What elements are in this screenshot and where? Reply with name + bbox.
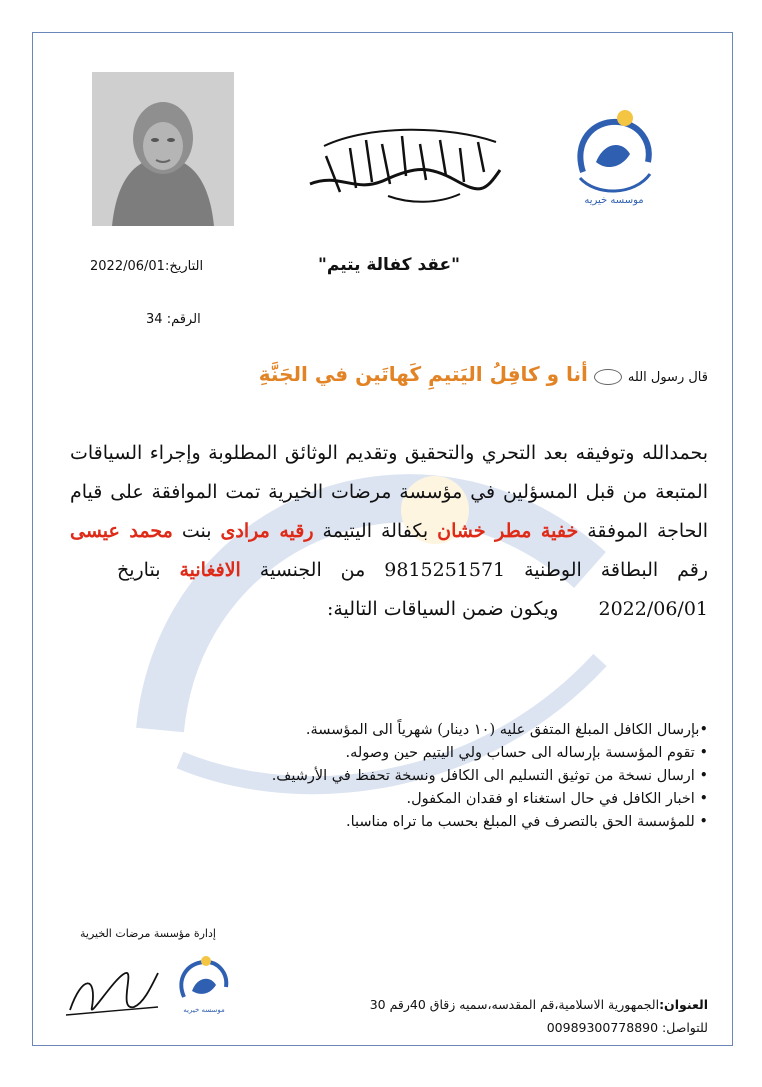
date-value: 2022/06/01 (90, 259, 165, 274)
body-date-label: بتاريخ (116, 559, 161, 581)
foundation-logo (568, 104, 660, 208)
body-id-label: رقم البطاقة الوطنية (524, 559, 709, 581)
address-value: الجمهورية الاسلامية،قم المقدسه،سميه زقاق 40رقم 30 (369, 997, 660, 1012)
condition-item: •بإرسال الكافل المبلغ المتفق عليه (١٠ دينار) شهرياً الى المؤسسة. (305, 722, 708, 738)
date-label: التاريخ: (164, 259, 204, 274)
contact-line (260, 1016, 708, 1039)
nationality: الافغانية (179, 559, 241, 581)
body-date: 2022/06/01 (598, 598, 708, 620)
footer-logo-subtitle: موسسه خيريه (183, 1006, 225, 1014)
condition-item: • للمؤسسة الحق بالتصرف في المبلغ بحسب ما تراه مناسبا. (345, 814, 708, 830)
contract-title: "عقد كفالة يتيم" (318, 255, 461, 275)
address-line (260, 993, 708, 1016)
national-id-number: 9815251571 (384, 559, 506, 581)
footer-address-block (260, 993, 708, 1039)
bismillah-calligraphy (300, 122, 510, 206)
number-value: 34 (146, 312, 163, 327)
hadith-quote: أنا و كافِلُ اليَتيمِ كَهاتَين في الجَنَّةِ (258, 362, 588, 386)
contact-label: للتواصل: (662, 1020, 708, 1035)
conditions-list (110, 719, 708, 834)
honorific-seal-icon (594, 369, 622, 385)
condition-item: • ارسال نسخة من توثيق التسليم الى الكافل ونسخة تحفظ في الأرشيف. (271, 768, 708, 784)
contract-date (90, 259, 203, 274)
portrait-image (92, 72, 234, 226)
hadith-lead: قال رسول الله (627, 370, 708, 385)
body-conditions-intro: ويكون ضمن السياقات التالية: (326, 598, 559, 620)
signature-mark (62, 955, 162, 1027)
body-intro: بحمدالله وتوفيقه بعد التحري والتحقيق وتقديم الوثائق المطلوبة وإجراء السياقات المتبعة من قبل المسؤلين في مؤسسة مرضات الخيرية تمت الموافقة على قيام الحاجة الموفقة (70, 442, 709, 542)
condition-item: • تقوم المؤسسة بإرساله الى حساب ولي اليتيم حين وصوله. (345, 745, 708, 761)
body-nationality-label: من الجنسية (259, 559, 366, 581)
contract-body (70, 434, 708, 629)
contact-value: 00989300778890 (546, 1020, 659, 1035)
orphan-photo (92, 72, 234, 226)
footer-logo (172, 951, 236, 1015)
number-label: الرقم: (166, 312, 201, 327)
address-label: العنوان: (659, 997, 708, 1012)
sponsor-name: خفية مطر خشان (437, 520, 579, 542)
contract-number (146, 312, 201, 327)
management-label: إدارة مؤسسة مرضات الخيرية (80, 927, 216, 940)
logo-subtitle: موسسه خيريه (584, 195, 644, 206)
body-orphan-label: بكفالة اليتيمة (322, 520, 429, 542)
condition-item: • اخبار الكافل في حال استغناء او فقدان المكفول. (406, 791, 708, 807)
body-daughter-of: بنت (181, 520, 212, 542)
orphan-name: رقيه مرادى (220, 520, 314, 542)
father-name: محمد عيسى (70, 520, 173, 542)
hadith-line (160, 362, 708, 386)
